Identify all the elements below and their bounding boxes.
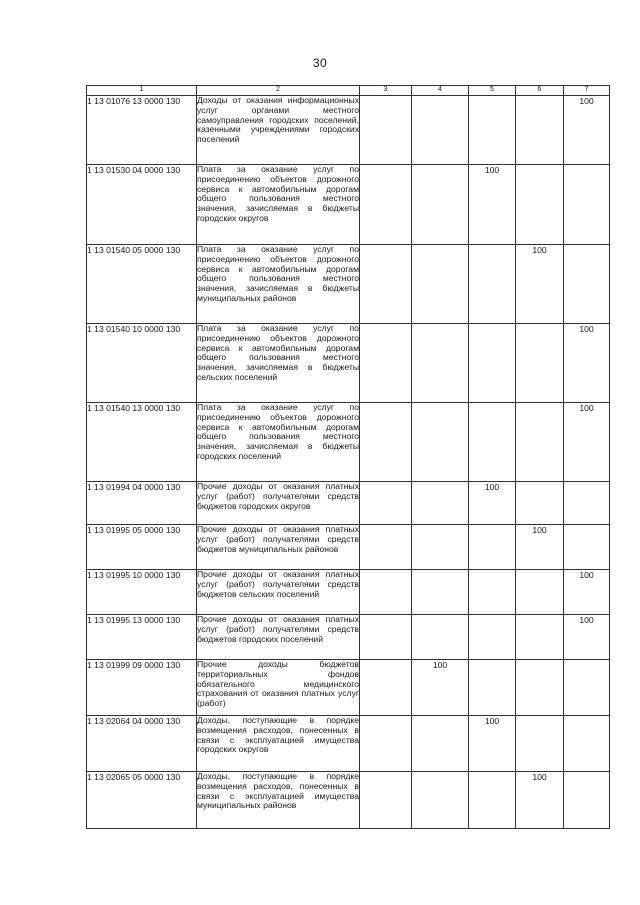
norm-cell: 100 <box>516 525 564 570</box>
revenue-description: Прочие доходы от оказания платных услуг (работ) получателями средств бюджетов городских округов <box>197 482 360 525</box>
revenue-description: Прочие доходы бюджетов территориальных фондов обязательного медицинского страхования от оказания платных услуг (работ) <box>197 660 360 716</box>
norm-cell <box>412 482 469 525</box>
norm-cell <box>469 324 516 403</box>
norm-cell: 100 <box>564 324 610 403</box>
column-number: 3 <box>360 86 412 96</box>
norm-cell <box>564 165 610 245</box>
norm-cell <box>564 716 610 772</box>
norm-cell <box>412 324 469 403</box>
revenue-description: Доходы, поступающие в порядке возмещения расходов, понесенных в связи с эксплуатацией имущества городских округов <box>197 716 360 772</box>
column-number: 4 <box>412 86 469 96</box>
norm-cell <box>469 660 516 716</box>
norm-cell <box>469 403 516 482</box>
norm-cell <box>564 245 610 324</box>
budget-code: 1 13 01994 04 0000 130 <box>87 482 197 525</box>
revenue-description: Плата за оказание услуг по присоединению объектов дорожного сервиса к автомобильным дорогам общего пользования местного значения, зачисляемая в бюджеты городских округов <box>197 165 360 245</box>
norm-cell <box>412 96 469 165</box>
norm-cell <box>412 165 469 245</box>
norm-cell: 100 <box>469 716 516 772</box>
budget-code: 1 13 01540 05 0000 130 <box>87 245 197 324</box>
norm-cell: 100 <box>412 660 469 716</box>
norm-cell: 100 <box>469 165 516 245</box>
column-number: 5 <box>469 86 516 96</box>
column-number-row <box>87 86 610 96</box>
norm-cell <box>360 482 412 525</box>
norm-cell <box>564 660 610 716</box>
budget-code: 1 13 01076 13 0000 130 <box>87 96 197 165</box>
revenue-description: Доходы от оказания информационных услуг органами местного самоуправления городских поселений, казенными учреждениями городских поселений <box>197 96 360 165</box>
norm-cell <box>412 716 469 772</box>
norm-cell <box>360 772 412 829</box>
budget-code: 1 13 02064 04 0000 130 <box>87 716 197 772</box>
table-row <box>87 660 610 716</box>
revenue-distribution-table <box>86 85 610 829</box>
norm-cell <box>564 772 610 829</box>
budget-code: 1 13 02065 05 0000 130 <box>87 772 197 829</box>
table-row <box>87 96 610 165</box>
revenue-description: Плата за оказание услуг по присоединению объектов дорожного сервиса к автомобильным дорогам общего пользования местного значения, зачисляемая в бюджеты сельских поселений <box>197 324 360 403</box>
norm-cell: 100 <box>516 245 564 324</box>
table-row <box>87 324 610 403</box>
norm-cell <box>360 615 412 660</box>
norm-cell <box>412 525 469 570</box>
norm-cell <box>360 403 412 482</box>
column-number: 6 <box>516 86 564 96</box>
budget-code: 1 13 01995 13 0000 130 <box>87 615 197 660</box>
norm-cell <box>469 96 516 165</box>
revenue-description: Прочие доходы от оказания платных услуг (работ) получателями средств бюджетов муниципальных районов <box>197 525 360 570</box>
budget-code: 1 13 01540 10 0000 130 <box>87 324 197 403</box>
budget-code: 1 13 01540 13 0000 130 <box>87 403 197 482</box>
norm-cell <box>469 525 516 570</box>
norm-cell <box>516 96 564 165</box>
norm-cell <box>516 716 564 772</box>
norm-cell: 100 <box>564 570 610 615</box>
norm-cell <box>516 615 564 660</box>
budget-code: 1 13 01995 05 0000 130 <box>87 525 197 570</box>
norm-cell <box>360 525 412 570</box>
column-number: 1 <box>87 86 197 96</box>
norm-cell: 100 <box>564 403 610 482</box>
table-row <box>87 245 610 324</box>
revenue-description: Плата за оказание услуг по присоединению объектов дорожного сервиса к автомобильным дорогам общего пользования местного значения, зачисляемая в бюджеты городских поселений <box>197 403 360 482</box>
norm-cell: 100 <box>469 482 516 525</box>
revenue-description: Прочие доходы от оказания платных услуг (работ) получателями средств бюджетов городских поселений <box>197 615 360 660</box>
norm-cell <box>412 245 469 324</box>
norm-cell <box>412 570 469 615</box>
column-number: 7 <box>564 86 610 96</box>
revenue-description: Плата за оказание услуг по присоединению объектов дорожного сервиса к автомобильным дорогам общего пользования местного значения, зачисляемая в бюджеты муниципальных районов <box>197 245 360 324</box>
norm-cell <box>516 570 564 615</box>
norm-cell <box>412 615 469 660</box>
norm-cell <box>360 716 412 772</box>
table-row <box>87 403 610 482</box>
page-number: 30 <box>312 56 328 70</box>
norm-cell <box>360 165 412 245</box>
norm-cell <box>360 660 412 716</box>
norm-cell: 100 <box>564 615 610 660</box>
norm-cell <box>469 615 516 660</box>
revenue-description: Доходы, поступающие в порядке возмещения расходов, понесенных в связи с эксплуатацией имущества муниципальных районов <box>197 772 360 829</box>
norm-cell <box>469 570 516 615</box>
norm-cell <box>412 403 469 482</box>
norm-cell <box>360 570 412 615</box>
norm-cell <box>516 403 564 482</box>
norm-cell <box>564 525 610 570</box>
budget-code: 1 13 01995 10 0000 130 <box>87 570 197 615</box>
norm-cell <box>412 772 469 829</box>
norm-cell <box>360 324 412 403</box>
budget-code: 1 13 01999 09 0000 130 <box>87 660 197 716</box>
norm-cell <box>469 772 516 829</box>
norm-cell <box>516 324 564 403</box>
norm-cell: 100 <box>516 772 564 829</box>
norm-cell <box>469 245 516 324</box>
table-row <box>87 165 610 245</box>
norm-cell <box>516 482 564 525</box>
table-row <box>87 525 610 570</box>
norm-cell <box>516 165 564 245</box>
column-number: 2 <box>197 86 360 96</box>
norm-cell <box>360 245 412 324</box>
table-row <box>87 570 610 615</box>
norm-cell: 100 <box>564 96 610 165</box>
table-row <box>87 615 610 660</box>
norm-cell <box>360 96 412 165</box>
revenue-description: Прочие доходы от оказания платных услуг (работ) получателями средств бюджетов сельских поселений <box>197 570 360 615</box>
norm-cell <box>516 660 564 716</box>
norm-cell <box>564 482 610 525</box>
table-row <box>87 772 610 829</box>
budget-code: 1 13 01530 04 0000 130 <box>87 165 197 245</box>
table-row <box>87 482 610 525</box>
table-row <box>87 716 610 772</box>
